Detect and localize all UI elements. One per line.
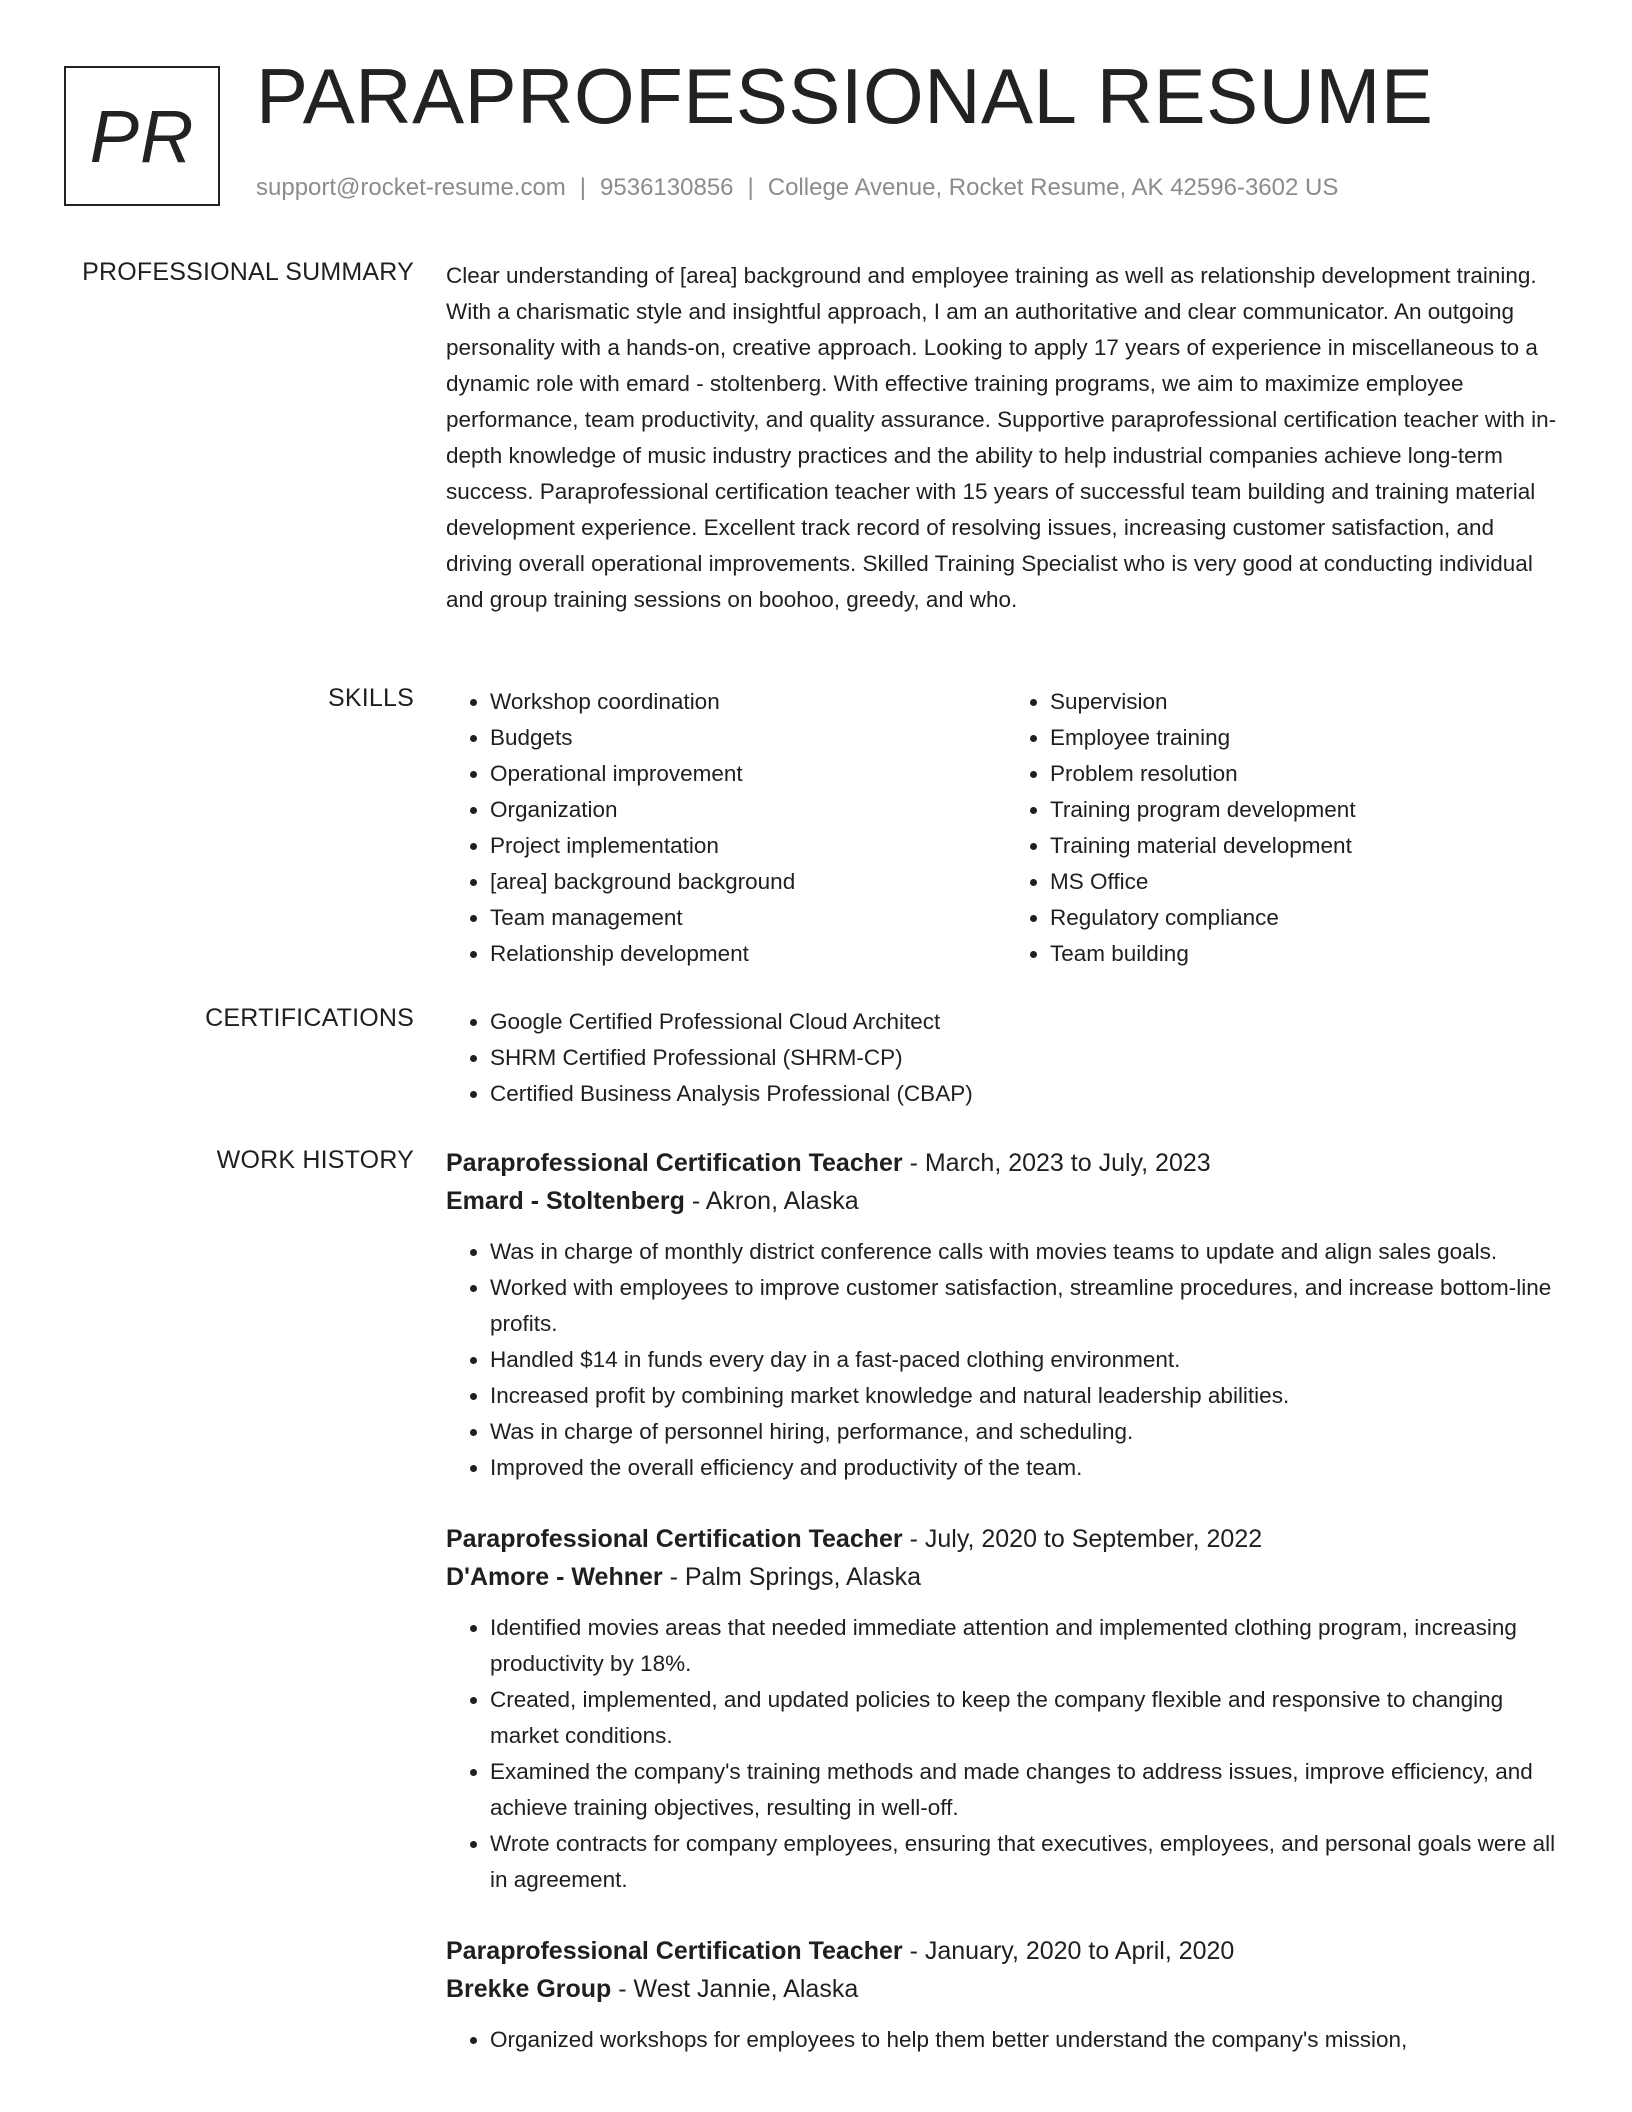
summary-heading: PROFESSIONAL SUMMARY xyxy=(82,258,414,286)
skill-item: • MS Office xyxy=(1050,864,1566,900)
job-bullet: • Was in charge of personnel hiring, performance, and scheduling. xyxy=(490,1414,1566,1450)
job-location: - Palm Springs, Alaska xyxy=(662,1563,922,1591)
skill-item: • Workshop coordination xyxy=(490,684,1006,720)
skills-heading: SKILLS xyxy=(328,684,414,712)
job-entry xyxy=(446,1932,1566,2058)
job-title: Paraprofessional Certification Teacher xyxy=(446,1937,903,1965)
contact-line xyxy=(256,174,1338,202)
contact-separator: | xyxy=(747,174,754,201)
skill-item: • Problem resolution xyxy=(1050,756,1566,792)
job-title: Paraprofessional Certification Teacher xyxy=(446,1525,903,1553)
job-dates: - July, 2020 to September, 2022 xyxy=(902,1525,1263,1553)
job-location: - Akron, Alaska xyxy=(684,1187,859,1215)
work-history-heading: WORK HISTORY xyxy=(216,1146,414,1174)
skill-item: • Regulatory compliance xyxy=(1050,900,1566,936)
job-entry xyxy=(446,1144,1566,1486)
work-history-body xyxy=(446,1144,1566,2092)
job-bullet: • Identified movies areas that needed immediate attention and implemented clothing program, increasing productivity by 18%. xyxy=(490,1610,1566,1682)
skill-item: • Supervision xyxy=(1050,684,1566,720)
job-company-line xyxy=(446,1558,1566,1596)
skill-item: • Budgets xyxy=(490,720,1006,756)
job-dates: - January, 2020 to April, 2020 xyxy=(902,1937,1235,1965)
skill-item: • Team management xyxy=(490,900,1006,936)
skill-item: • Employee training xyxy=(1050,720,1566,756)
job-title-line xyxy=(446,1144,1566,1182)
skills-list-left xyxy=(446,684,1006,972)
skill-item: • [area] background background xyxy=(490,864,1006,900)
skill-item: • Training material development xyxy=(1050,828,1566,864)
job-company-line xyxy=(446,1182,1566,1220)
skill-item: • Operational improvement xyxy=(490,756,1006,792)
job-company-line xyxy=(446,1970,1566,2008)
contact-separator: | xyxy=(579,174,587,201)
job-company: Emard - Stoltenberg xyxy=(446,1187,685,1215)
job-bullet: • Increased profit by combining market knowledge and natural leadership abilities. xyxy=(490,1378,1566,1414)
job-dates: - March, 2023 to July, 2023 xyxy=(902,1149,1211,1177)
skill-item: • Relationship development xyxy=(490,936,1006,972)
monogram-logo: PR xyxy=(64,66,220,206)
job-company: D'Amore - Wehner xyxy=(446,1563,663,1591)
job-bullet: • Was in charge of monthly district conference calls with movies teams to update and align sales goals. xyxy=(490,1234,1566,1270)
job-bullet: • Organized workshops for employees to help them better understand the company's mission, xyxy=(490,2022,1566,2058)
job-title-line xyxy=(446,1520,1566,1558)
job-bullet: • Created, implemented, and updated policies to keep the company flexible and responsive to changing market conditions. xyxy=(490,1682,1566,1754)
job-title: Paraprofessional Certification Teacher xyxy=(446,1149,903,1177)
skill-item: • Training program development xyxy=(1050,792,1566,828)
certifications-heading: CERTIFICATIONS xyxy=(205,1004,414,1032)
job-location: - West Jannie, Alaska xyxy=(611,1975,859,2003)
certification-item: • SHRM Certified Professional (SHRM-CP) xyxy=(490,1040,1566,1076)
contact-address: College Avenue, Rocket Resume, AK 42596-3602 US xyxy=(767,174,1339,201)
page-title: PARAPROFESSIONAL RESUME xyxy=(256,52,1434,140)
job-bullet: • Worked with employees to improve customer satisfaction, streamline procedures, and increase bottom-line profits. xyxy=(490,1270,1566,1342)
certification-item: • Google Certified Professional Cloud Architect xyxy=(490,1004,1566,1040)
skills-columns xyxy=(446,684,1566,972)
job-bullet: • Handled $14 in funds every day in a fast-paced clothing environment. xyxy=(490,1342,1566,1378)
job-bullet: • Improved the overall efficiency and productivity of the team. xyxy=(490,1450,1566,1486)
skills-list-right xyxy=(1006,684,1566,972)
job-bullets xyxy=(446,1234,1566,1486)
job-title-line xyxy=(446,1932,1566,1970)
job-bullets xyxy=(446,1610,1566,1898)
job-bullets xyxy=(446,2022,1566,2058)
certification-item: • Certified Business Analysis Professional (CBAP) xyxy=(490,1076,1566,1112)
contact-email[interactable]: support@rocket-resume.com xyxy=(256,174,566,201)
summary-text: Clear understanding of [area] background and employee training as well as relationship development training. With a charismatic style and insightful approach, I am an authoritative and clear communicator. An outgoing personality with a hands-on, creative approach. Looking to apply 17 years of experience in miscellaneous to a dynamic role with emard - stoltenberg. With effective training programs, we aim to maximize employee performance, team productivity, and quality assurance. Supportive paraprofessional certification teacher with in-depth knowledge of music industry practices and the ability to help industrial companies achieve long-term success. Paraprofessional certification teacher with 15 years of successful team building and training material development experience. Excellent track record of resolving issues, increasing customer satisfaction, and driving overall operational improvements. Skilled Training Specialist who is very good at conducting individual and group training sessions on boohoo, greedy, and who. xyxy=(446,263,1557,612)
certifications-list xyxy=(446,1004,1566,1112)
job-company: Brekke Group xyxy=(446,1975,612,2003)
job-bullet: • Wrote contracts for company employees, ensuring that executives, employees, and personal goals were all in agreement. xyxy=(490,1826,1566,1898)
skill-item: • Project implementation xyxy=(490,828,1006,864)
job-entry xyxy=(446,1520,1566,1898)
job-bullet: • Examined the company's training methods and made changes to address issues, improve efficiency, and achieve training objectives, resulting in well-off. xyxy=(490,1754,1566,1826)
contact-phone[interactable]: 9536130856 xyxy=(600,174,734,201)
skill-item: • Organization xyxy=(490,792,1006,828)
certifications-body xyxy=(446,1004,1566,1112)
skill-item: • Team building xyxy=(1050,936,1566,972)
